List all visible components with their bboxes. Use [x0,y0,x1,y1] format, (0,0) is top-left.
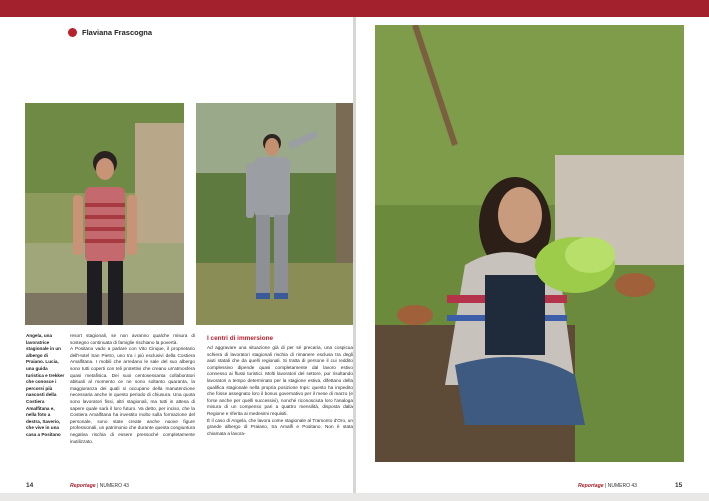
photo-man-garden [196,103,353,325]
article-column-1: resort stagionali, se non avranno qualche misura di sostegno continuata di famiglie rischiano la povertà. A Positano vado a parlare con Vito Cinque, il proprietario dell'Hotel San Pietro, uno tra i più esclusivi della Costiera Amalfitana. I mobili che arredano le sale del suo albergo sono tutti coperti con teli protettivi che creano un'atmosfera quasi metafisica. Dei suoi centosessanta collaboratori abituali al momento ce ne sono soltanto quaranta, la maggioranza dei quali si occupano della manutenzione necessaria anche in questo periodo di chiusura. Una quota sono lavoratori fissi, altri stagionali, ma tutti in attesa di sapere quale sarà il loro futuro. Va detto, per inciso, che la Costiera Amalfitana ha investito molto sulla formazione del personale, sono state create anche nuove figure professionali, un patrimonio che durante questa congiuntura negativa rischia di essere pressoché completamente inutilizzato. [70,333,195,444]
issue-number-right: NUMERO 43 [607,483,637,489]
left-footer [70,483,129,489]
footer-separator-right: | [605,483,608,489]
issue-number-left: NUMERO 43 [99,483,129,489]
author-bullet-icon [68,28,77,37]
magazine-name-left: Reportage [70,483,96,489]
photo-caption: Angela, una lavoratrice stagionale in un albergo di Praiano. Lucia, una guida turistica e trekker che conosce i percorsi più nascosti della Costiera Amalfitana e, nella foto a destra, Saverio, che vive in una casa a Positano [26,333,65,437]
magazine-name-right: Reportage [578,483,604,489]
photo-woman-lettuce [375,25,684,462]
top-color-band [0,0,709,17]
section-heading: I centri di immersione [207,335,274,342]
article-column-2: Ad aggravare una situazione già di per sé precaria, una cospicua schiera di lavoratori stagionali rischia di rimanere esclusa tra degli aiuti statali che da quelli regionali. Si tratta di persone il cui reddito complessivo dipende quasi completamente dal lavoro estivo connesso ai flussi turistici. Molti lavoratori del settore, pur risultando lavoratori a tempo determinato per la stagione estiva, difettano della qualifica stagionale nella propria posizione Inps: questo ha impedito che fosse assegnato loro il bonus governativo per il mese di marzo (e forse anche per quelli successivi), nonché riconosciuta loro l'analoga misura di un compenso pari a quattro mensilità, disposta dalla Regione e riferita ai medesimi requisiti. È il caso di Angela, che lavora come stagionale al Tramonto d'Oro, un grande albergo di Praiano, tra Amalfi e Positano. Non è stata chiamata a lavora- [207,345,353,436]
right-footer [578,483,637,489]
photo-woman-garden [25,103,184,325]
right-page-number: 15 [675,482,683,489]
left-page-number: 14 [26,482,34,489]
author-name: Flaviana Frascogna [82,28,153,37]
footer-separator-left: | [97,483,100,489]
